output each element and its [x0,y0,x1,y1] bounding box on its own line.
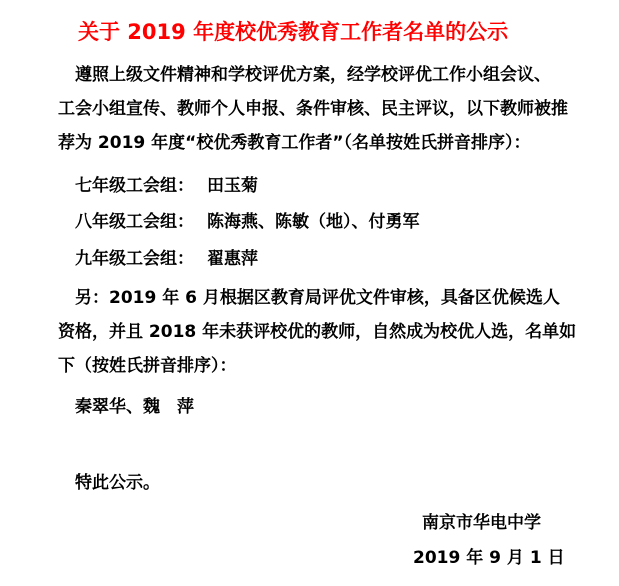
group-names-grade-7: 田玉菊 [207,176,258,196]
intro-line-3: 荐为 2019 年度“校优秀教育工作者”（名单按姓氏拼音排序）： [58,133,531,153]
extra-line-1: 另：2019 年 6 月根据区教育局评优文件审核，具备区优候选人 [75,288,560,308]
group-names-grade-9: 翟惠萍 [207,249,258,269]
closing-text: 特此公示。 [75,473,160,493]
group-label-grade-7: 七年级工会组： [75,176,194,196]
signature-date: 2019 年 9 月 1 日 [413,548,565,568]
page-title: 关于 2019 年度校优秀教育工作者名单的公示 [78,20,509,44]
extra-line-2: 资格，并且 2018 年未获评校优的教师，自然成为校优人选，名单如 [58,322,577,342]
intro-line-2: 工会小组宣传、教师个人申报、条件审核、民主评议，以下教师被推 [58,99,568,119]
extra-names: 秦翠华、魏 萍 [75,397,194,417]
group-names-grade-8: 陈海燕、陈敏（地）、付勇军 [207,212,420,232]
group-label-grade-9: 九年级工会组： [75,249,194,269]
group-label-grade-8: 八年级工会组： [75,212,194,232]
signature-org: 南京市华电中学 [422,513,541,533]
intro-line-1: 遵照上级文件精神和学校评优方案，经学校评优工作小组会议、 [75,65,551,85]
extra-line-3: 下（按姓氏拼音排序）： [58,356,237,376]
